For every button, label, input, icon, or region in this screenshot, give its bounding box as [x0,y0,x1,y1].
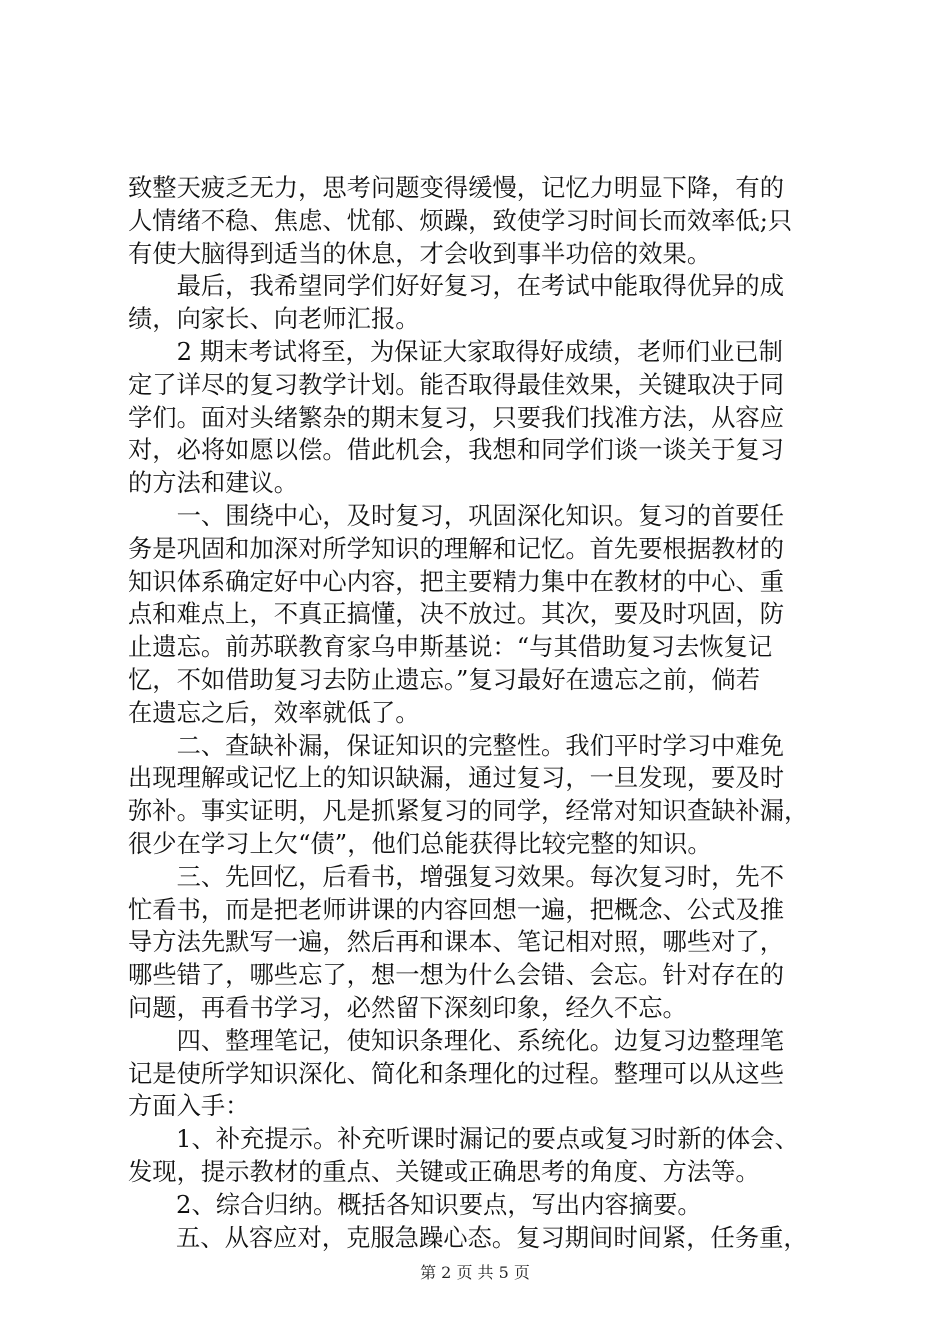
paragraph-start-line: 五、从容应对，克服急躁心态。复习期间时间紧，任务重， [176,1222,808,1252]
text-line: 有使大脑得到适当的休息，才会收到事半功倍的效果。 [128,238,712,268]
text-line: 点和难点上，不真正搞懂，决不放过。其次，要及时巩固，防 [128,599,785,629]
paragraph-start-line: 三、先回忆，后看书，增强复习效果。每次复习时，先不 [176,861,785,891]
text-line: 致整天疲乏无力，思考问题变得缓慢，记忆力明显下降，有的 [128,173,785,202]
text-line: 的方法和建议。 [128,468,299,498]
text-line: 知识体系确定好中心内容，把主要精力集中在教材的中心、重 [128,566,785,596]
text-line: 定了详尽的复习教学计划。能否取得最佳效果，关键取决于同 [128,369,785,399]
paragraph-start-line: 最后，我希望同学们好好复习，在考试中能取得优异的成 [176,271,785,301]
text-line: 导方法先默写一遍，然后再和课本、笔记相对照，哪些对了， [128,927,785,957]
paragraph-start-line: 2、综合归纳。概括各知识要点，写出内容摘要。 [176,1189,702,1219]
text-line: 绩，向家长、向老师汇报。 [128,304,420,334]
text-line: 出现理解或记忆上的知识缺漏，通过复习，一旦发现，要及时 [128,763,785,793]
paragraph-start-line: 二、查缺补漏，保证知识的完整性。我们平时学习中难免 [176,730,785,760]
text-line: 问题，再看书学习，必然留下深刻印象，经久不忘。 [128,992,687,1022]
text-line: 忙看书，而是把老师讲课的内容回想一遍，把概念、公式及推 [128,894,785,924]
text-line: 止遗忘。前苏联教育家乌申斯基说：“与其借助复习去恢复记 [128,632,773,662]
text-line: 忆，不如借助复习去防止遗忘。”复习最好在遗忘之前，倘若 [128,664,760,694]
text-line: 人情绪不稳、焦虑、忧郁、烦躁，致使学习时间长而效率低;只 [128,205,793,235]
paragraph-start-line: 1、补充提示。补充听课时漏记的要点或复习时新的体会、 [176,1124,799,1154]
text-line: 方面入手： [128,1091,250,1121]
text-line: 在遗忘之后，效率就低了。 [128,697,420,727]
text-line: 务是巩固和加深对所学知识的理解和记忆。首先要根据教材的 [128,533,785,563]
paragraph-start-line: 一、围绕中心，及时复习，巩固深化知识。复习的首要任 [176,500,785,530]
paragraph-start-line: 2 期末考试将至，为保证大家取得好成绩，老师们业已制 [176,336,783,366]
text-line: 发现，提示教材的重点、关键或正确思考的角度、方法等。 [128,1156,760,1186]
text-line: 哪些错了，哪些忘了，想一想为什么会错、会忘。针对存在的 [128,960,785,990]
body-text [128,172,848,1254]
text-line: 学们。面对头绪繁杂的期末复习，只要我们找准方法，从容应 [128,402,785,432]
paragraph-start-line: 四、整理笔记，使知识条理化、系统化。边复习边整理笔 [176,1025,785,1055]
text-line: 弥补。事实证明，凡是抓紧复习的同学，经常对知识查缺补漏， [128,796,809,826]
page-number-footer: 第 2 页 共 5 页 [420,1263,530,1282]
text-line: 对，必将如愿以偿。借此机会，我想和同学们谈一谈关于复习 [128,435,785,465]
text-line: 很少在学习上欠“债”，他们总能获得比较完整的知识。 [128,828,712,858]
text-line: 记是使所学知识深化、简化和条理化的过程。整理可以从这些 [128,1058,785,1088]
